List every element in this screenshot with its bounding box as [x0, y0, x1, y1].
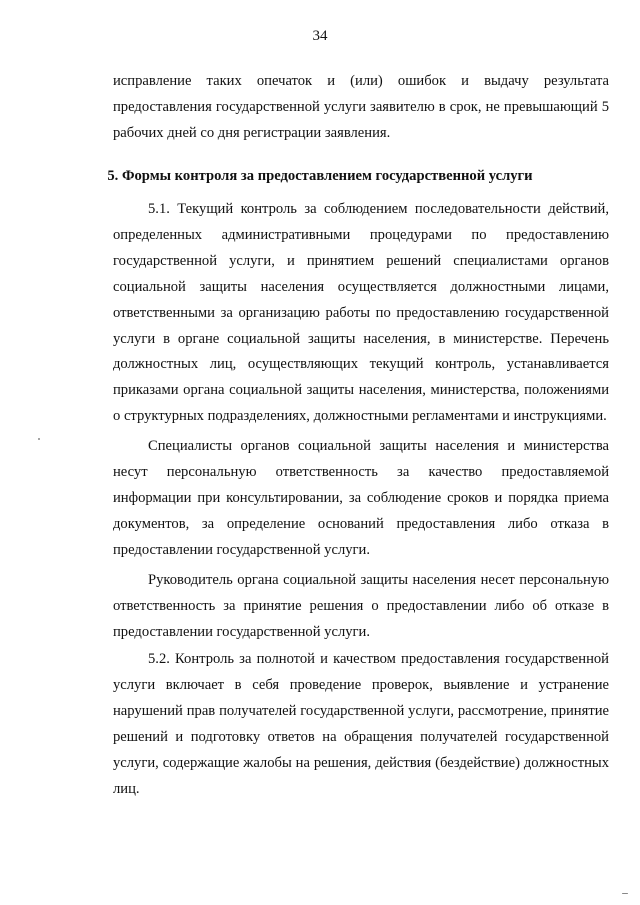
- paragraph-5-1: 5.1. Текущий контроль за соблюдением последовательности действий, определенных административными процедурами по предоставлению государственной услуги, и принятием решений специалистами органов социальной защиты населения осуществляется должностными лицами, ответственными за организацию работы по предоставлению государственной услуги в органе социальной защиты населения, в министерстве. Перечень должностных лиц, осуществляющих текущий контроль, устанавливается приказами органа социальной защиты населения, министерства, положениями о структурных подразделениях, должностными регламентами и инструкциями.: [113, 201, 609, 425]
- paragraph-5-2: 5.2. Контроль за полнотой и качеством предоставления государственной услуги включает в себя проведение проверок, выявление и устранение нарушений прав получателей государственной услуги, рассмотрение, принятие решений и подготовку ответов на обращения получателей государственной услуги, содержащие жалобы на решения, действия (бездействие) должностных лиц.: [113, 651, 609, 797]
- scan-speck: [38, 438, 40, 440]
- document-body-top: [113, 69, 609, 147]
- paragraph-head: Руководитель органа социальной защиты населения несет персональную ответственность за принятие решения о предоставлении либо об отказе в предоставлении государственной услуги.: [113, 571, 609, 640]
- page-number: 34: [312, 28, 328, 44]
- intro-paragraph: исправление таких опечаток и (или) ошибок и выдачу результата предоставления государственной услуги заявителю в срок, не превышающий 5 рабочих дней со дня регистрации заявления.: [113, 73, 609, 141]
- scan-speck: [622, 893, 628, 894]
- document-body: [113, 197, 609, 803]
- paragraph-specialists: Специалисты органов социальной защиты населения и министерства несут персональную ответственность за качество предоставляемой информации при консультировании, за соблюдение сроков и порядка приема документов, за определение оснований предоставления либо отказа в предоставлении государственной услуги.: [113, 438, 609, 558]
- section-heading: 5. Формы контроля за предоставлением государственной услуги: [107, 168, 533, 184]
